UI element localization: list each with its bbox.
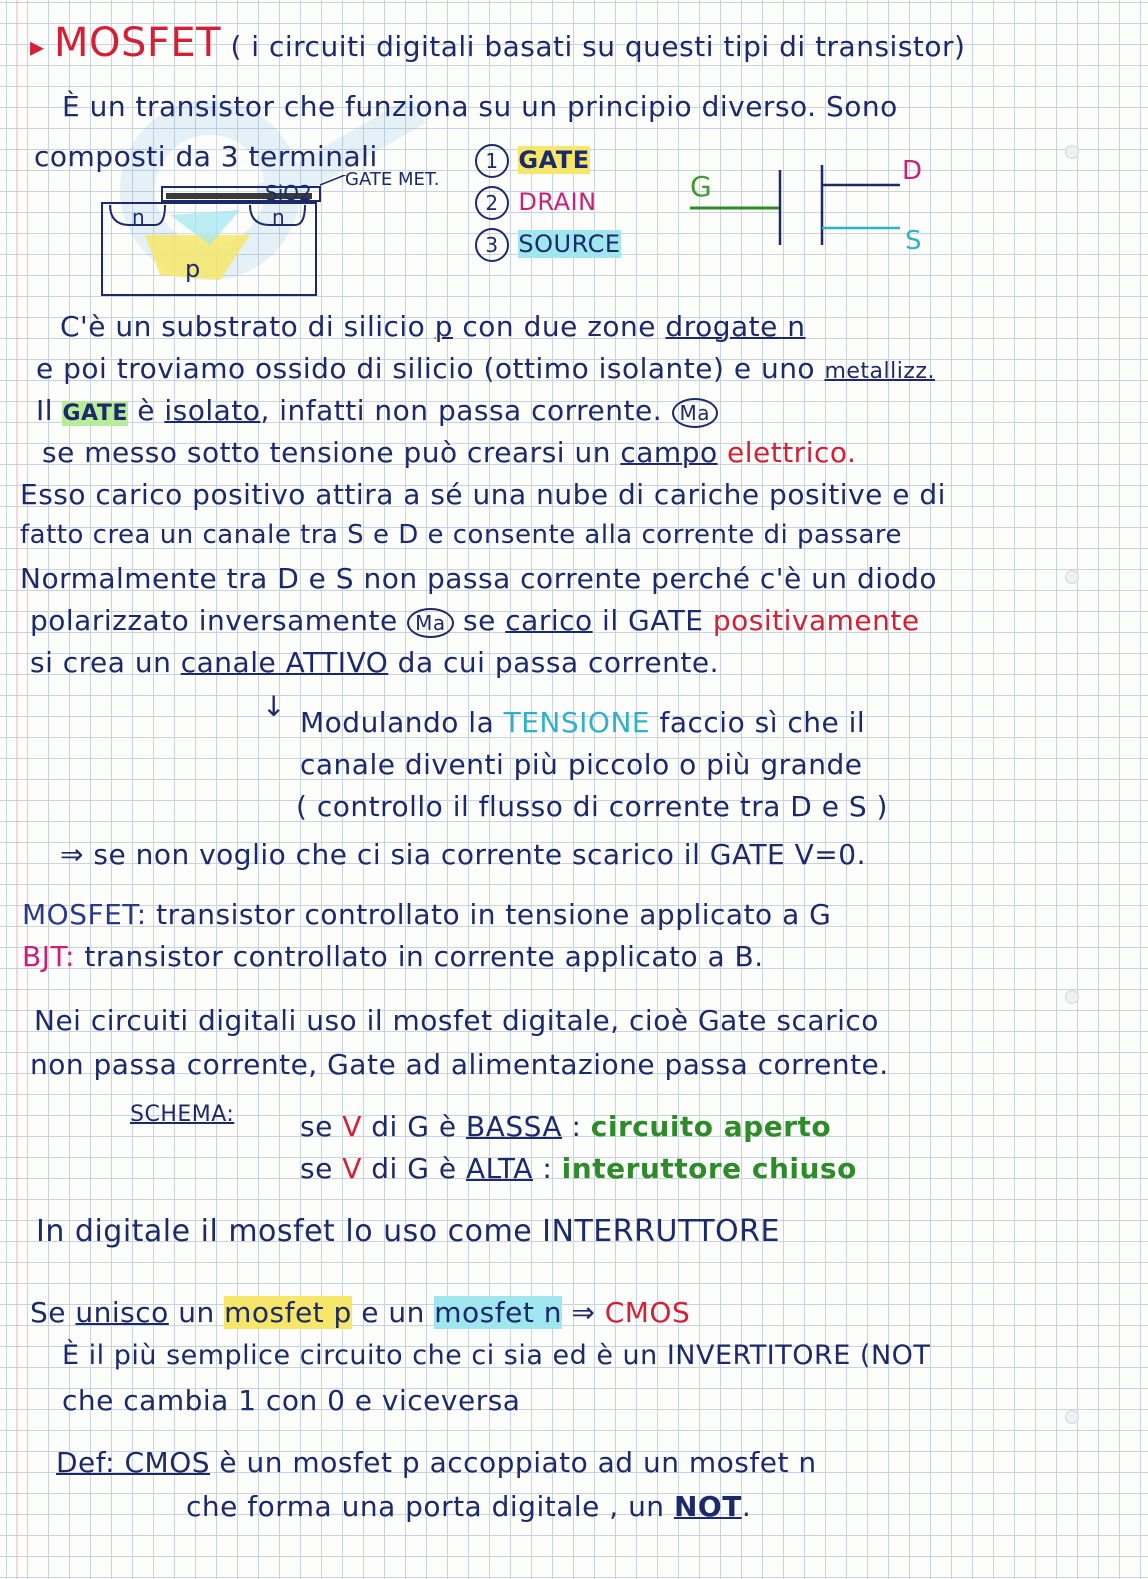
label-n-right: n — [272, 205, 285, 229]
text-line: polarizzato inversamente Ma se carico il GATE positivamente — [30, 604, 920, 637]
text-line: In digitale il mosfet lo uso come INTERRUTTORE — [36, 1214, 780, 1249]
mosfet-cross-section — [100, 169, 460, 300]
legend-source — [475, 226, 621, 262]
arrow-down-icon: ↓ — [262, 690, 286, 723]
text-line: BJT: transistor controllato in corrente applicato a B. — [22, 940, 764, 973]
schema-row-low: se V di G è BASSA : circuito aperto — [300, 1110, 832, 1143]
legend-label: SOURCE — [518, 230, 621, 258]
schema-label: SCHEMA: — [130, 1102, 235, 1127]
binder-hole — [1065, 1410, 1079, 1424]
ma-circle: Ma — [672, 398, 719, 428]
symbol-g-label: G — [690, 170, 712, 203]
legend-label: GATE — [518, 146, 590, 174]
heading-note: ( i circuiti digitali basati su questi tipi di transistor) — [230, 30, 966, 63]
margin-line — [16, 0, 18, 1579]
text-line: È il più semplice circuito che ci sia ed è un INVERTITORE (NOT — [62, 1340, 931, 1371]
text-line: Il GATE è isolato, infatti non passa corrente. Ma — [36, 394, 718, 428]
text-line: se messo sotto tensione può crearsi un campo elettrico. — [42, 436, 857, 469]
legend-label: DRAIN — [518, 188, 597, 216]
legend-number: 1 — [475, 144, 509, 178]
text-line: fatto crea un canale tra S e D e consente alla corrente di passare — [20, 520, 903, 550]
legend-number: 3 — [475, 228, 509, 262]
text-line: Modulando la TENSIONE faccio sì che il — [300, 706, 866, 739]
symbol-d-label: D — [902, 156, 923, 186]
text-line: si crea un canale ATTIVO da cui passa corrente. — [30, 646, 720, 679]
label-n-left: n — [132, 205, 145, 229]
mosfet-symbol — [680, 150, 930, 260]
mosfet-title: MOSFET — [53, 20, 222, 66]
bullet-icon: ▸ — [30, 30, 54, 63]
text-line: ( controllo il flusso di corrente tra D e S ) — [296, 790, 888, 823]
text-line: non passa corrente, Gate ad alimentazione passa corrente. — [30, 1048, 889, 1081]
legend-drain — [475, 184, 597, 220]
text-line: Normalmente tra D e S non passa corrente perché c'è un diodo — [20, 562, 938, 595]
binder-hole — [1065, 145, 1079, 159]
binder-hole — [1065, 990, 1079, 1004]
text-line: e poi troviamo ossido di silicio (ottimo isolante) e uno metallizz. — [36, 352, 935, 385]
heading-line — [30, 20, 965, 66]
label-p: p — [185, 255, 201, 283]
text-line: che forma una porta digitale , un NOT. — [186, 1490, 752, 1523]
text-line: composti da 3 terminali — [34, 140, 378, 173]
legend-number: 2 — [475, 186, 509, 220]
symbol-s-label: S — [905, 226, 922, 256]
label-gate-met: GATE MET. — [345, 169, 440, 190]
text-line: che cambia 1 con 0 e viceversa — [62, 1384, 521, 1417]
ma-circle: Ma — [407, 608, 454, 638]
text-line: ⇒ se non voglio che ci sia corrente scarico il GATE V=0. — [60, 838, 866, 871]
text-line: Se unisco un mosfet p e un mosfet n ⇒ CMOS — [30, 1296, 691, 1329]
text-line: MOSFET: transistor controllato in tensione applicato a G — [22, 898, 832, 931]
label-sio2: SiO2 — [265, 181, 312, 205]
text-line: Esso carico positivo attira a sé una nube di cariche positive e di — [20, 478, 946, 511]
text-line: Nei circuiti digitali uso il mosfet digitale, cioè Gate scarico — [34, 1004, 879, 1037]
binder-hole — [1065, 570, 1079, 584]
text-line: C'è un substrato di silicio p con due zone drogate n — [60, 310, 806, 343]
text-line: È un transistor che funziona su un principio diverso. Sono — [62, 90, 898, 123]
schema-row-high: se V di G è ALTA : interuttore chiuso — [300, 1152, 857, 1185]
legend-gate — [475, 142, 590, 178]
text-line: Def: CMOS è un mosfet p accoppiato ad un mosfet n — [56, 1446, 817, 1479]
text-line: canale diventi più piccolo o più grande — [300, 748, 863, 781]
